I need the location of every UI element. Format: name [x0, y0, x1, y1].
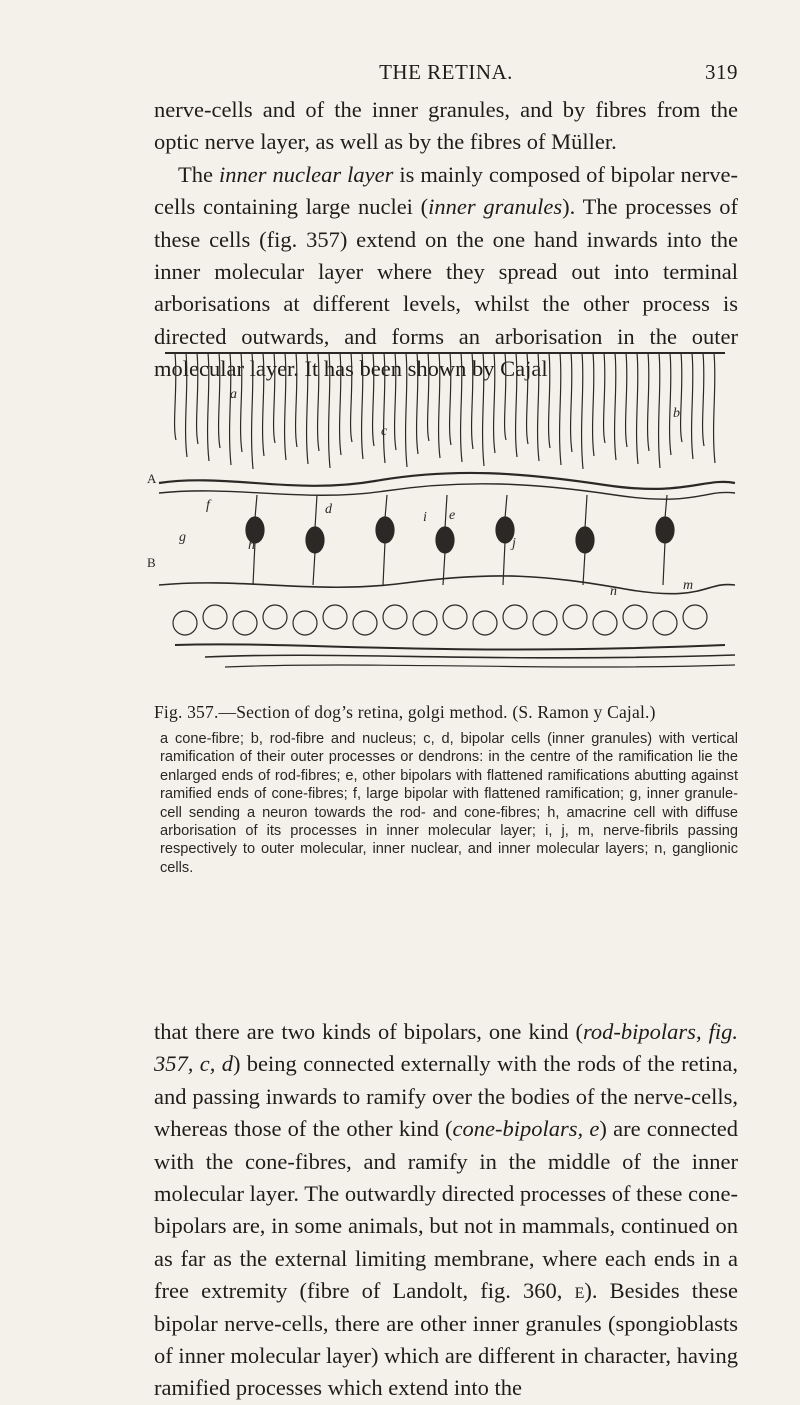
bipolar-cell-body [656, 517, 674, 543]
rod-fibre [571, 353, 572, 452]
rod-fibre [241, 353, 242, 452]
rod-fibre [406, 353, 407, 467]
ganglion-cell [503, 605, 527, 629]
label-j: j [512, 536, 516, 551]
rod-fibre [549, 353, 550, 448]
ganglion-cell [443, 605, 467, 629]
retina-section-figure [145, 345, 745, 690]
rod-fibre [450, 353, 451, 445]
retina-illustration [145, 345, 745, 690]
rod-fibres [175, 353, 715, 469]
text-run: ). The processes of these cells (fig. 357) extend on the one hand inwards into the inner molecular layer where they spread out into terminal arborisations at different levels, whilst the other process is directed outwards, and forms an arborisation in the outer molecular layer. It has been shown by Cajal [154, 194, 739, 382]
label-f: f [206, 498, 210, 513]
text-run: The [178, 161, 219, 187]
rod-fibre [263, 353, 264, 456]
rod-fibre [472, 353, 473, 449]
rod-fibre [637, 353, 638, 464]
label-A: A [147, 471, 157, 486]
ganglion-cell [293, 611, 317, 635]
rod-fibre [494, 353, 495, 453]
label-b: b [673, 406, 680, 421]
ganglion-cell [233, 611, 257, 635]
running-header [154, 60, 738, 90]
ganglion-cell [263, 605, 287, 629]
rod-fibre [670, 353, 671, 455]
running-title: THE RETINA. [379, 60, 513, 84]
label-n: n [610, 584, 617, 599]
rod-fibre [395, 353, 396, 450]
text-run: ) being connected externally with the rods of the retina, and passing inwards to ramify over the bodies of the nerve-cells, whereas those of the other kind ( [154, 1051, 739, 1142]
label-e: e [449, 508, 456, 523]
ganglion-cell [533, 611, 557, 635]
rod-fibre [318, 353, 319, 451]
term-inner-nuclear-layer: inner nuclear layer [218, 161, 394, 187]
rod-fibre [373, 353, 374, 446]
term-inner-granules: inner granules [428, 194, 563, 220]
bipolar-cell-body [306, 527, 324, 553]
rod-fibre [362, 353, 363, 459]
top-paragraphs [154, 94, 738, 386]
rod-fibre [186, 353, 187, 457]
rod-fibre [483, 353, 484, 466]
fig-ref-cd: c, d [199, 1051, 233, 1077]
rod-fibre [417, 353, 418, 454]
rod-fibre [208, 353, 209, 461]
label-h: h [248, 538, 255, 553]
rod-fibre [461, 353, 462, 462]
rod-fibre [593, 353, 594, 456]
rod-fibre [615, 353, 616, 460]
ganglion-cell [563, 605, 587, 629]
bipolar-cell-body [376, 517, 394, 543]
rod-fibre [692, 353, 693, 459]
rod-fibre [659, 353, 660, 468]
rod-fibre [626, 353, 627, 447]
text-run: , fig. 357, [154, 1019, 738, 1077]
ganglion-cell [653, 611, 677, 635]
label-m: m [683, 578, 694, 593]
ganglion-cell [593, 611, 617, 635]
ganglion-cell [353, 611, 377, 635]
rod-fibre [296, 353, 297, 447]
rod-fibre [538, 353, 539, 461]
figure-caption-legend [160, 730, 738, 877]
rod-fibre [230, 353, 231, 465]
rod-fibre [175, 353, 176, 440]
rod-fibre [340, 353, 341, 455]
label-d: d [325, 502, 332, 517]
rod-fibre [516, 353, 517, 457]
rod-fibre [648, 353, 649, 451]
rod-fibre [219, 353, 220, 448]
label-c: c [381, 424, 388, 439]
bipolar-cells [246, 495, 674, 585]
rod-fibre [703, 353, 704, 446]
bipolar-cell-body [436, 527, 454, 553]
label-a: a [230, 387, 237, 402]
text-run: ). Besides these bipolar nerve-cells, there are other inner granules (spongioblasts of inner molecular layer) which are different in character, having ramified processes which extend into the [154, 1278, 738, 1401]
figure-caption-title: Fig. 357.—Section of dog’s retina, golgi method. (S. Ramon y Cajal.) [154, 702, 656, 722]
rod-fibre [560, 353, 561, 465]
ganglion-cell [173, 611, 197, 635]
rod-fibre [604, 353, 605, 443]
text-run: is mainly composed of bipolar nerve-cells containing large nuclei ( [154, 161, 738, 220]
fig-ref-e: , e [577, 1116, 600, 1142]
rod-fibre [527, 353, 528, 444]
page-number: 319 [705, 60, 738, 84]
rod-fibre [681, 353, 682, 442]
rod-fibre [582, 353, 583, 469]
term-cone-bipolars: cone-bipolars [452, 1116, 578, 1142]
rod-fibre [714, 353, 715, 463]
text-run: ) are connected with the cone-fibres, and ramify in the middle of the inner molecular layer. The outwardly directed processes of these cone-bipolars are, in some animals, but not in mammals, continued on as far as the external limiting membrane, where each ends in a free extremity (fibre of Landolt, fig. 360, [154, 1116, 738, 1304]
rod-fibre [285, 353, 286, 460]
ganglion-cell [203, 605, 227, 629]
ganglionic-cells [173, 605, 707, 635]
paragraph-continuation: nerve-cells and of the inner granules, and by fibres from the optic nerve layer, as well as by the fibres of Müller. [154, 97, 738, 155]
rod-fibre [505, 353, 506, 440]
label-i: i [423, 510, 427, 525]
fig-ref-E: e [574, 1278, 585, 1304]
rod-fibre [307, 353, 308, 464]
rod-fibre [439, 353, 440, 458]
bottom-paragraph [154, 1016, 738, 1405]
ganglion-cell [473, 611, 497, 635]
rod-fibre [197, 353, 198, 444]
text-run: that there are two kinds of bipolars, one kind ( [154, 1019, 583, 1044]
ganglion-cell [413, 611, 437, 635]
rod-fibre [274, 353, 275, 443]
rod-fibre [428, 353, 429, 441]
rod-fibre [351, 353, 352, 442]
paragraph-bipolars [154, 1016, 738, 1405]
rod-fibre [252, 353, 253, 469]
ganglion-cell [623, 605, 647, 629]
bipolar-cell-body [576, 527, 594, 553]
ganglion-cell [323, 605, 347, 629]
rod-fibre [329, 353, 330, 468]
label-g: g [179, 530, 186, 545]
term-rod-bipolars: rod-bipolars [583, 1019, 696, 1044]
label-B: B [147, 555, 156, 570]
ganglion-cell [683, 605, 707, 629]
ganglion-cell [383, 605, 407, 629]
rod-fibre [384, 353, 385, 463]
caption-legend-text: a cone-fibre; b, rod-fibre and nucleus; c, d, bipolar cells (inner granules) with vertical ramification of their outer processes or dendrons: in the centre of the ramification lie the enlarged ends of rod-fibres; e, other bipolars with flattened ramifications abutting against ramified ends of cone-fibres; f, large bipolar with flattened ramification; g, inner granule-cell sending a neuron towards the rod- and cone-fibres; h, amacrine cell with diffuse arborisation of its processes in inner molecular layer; i, j, m, nerve-fibrils passing respectively to outer molecular, inner nuclear, and inner molecular layers; n, ganglionic cells. [160, 731, 738, 876]
